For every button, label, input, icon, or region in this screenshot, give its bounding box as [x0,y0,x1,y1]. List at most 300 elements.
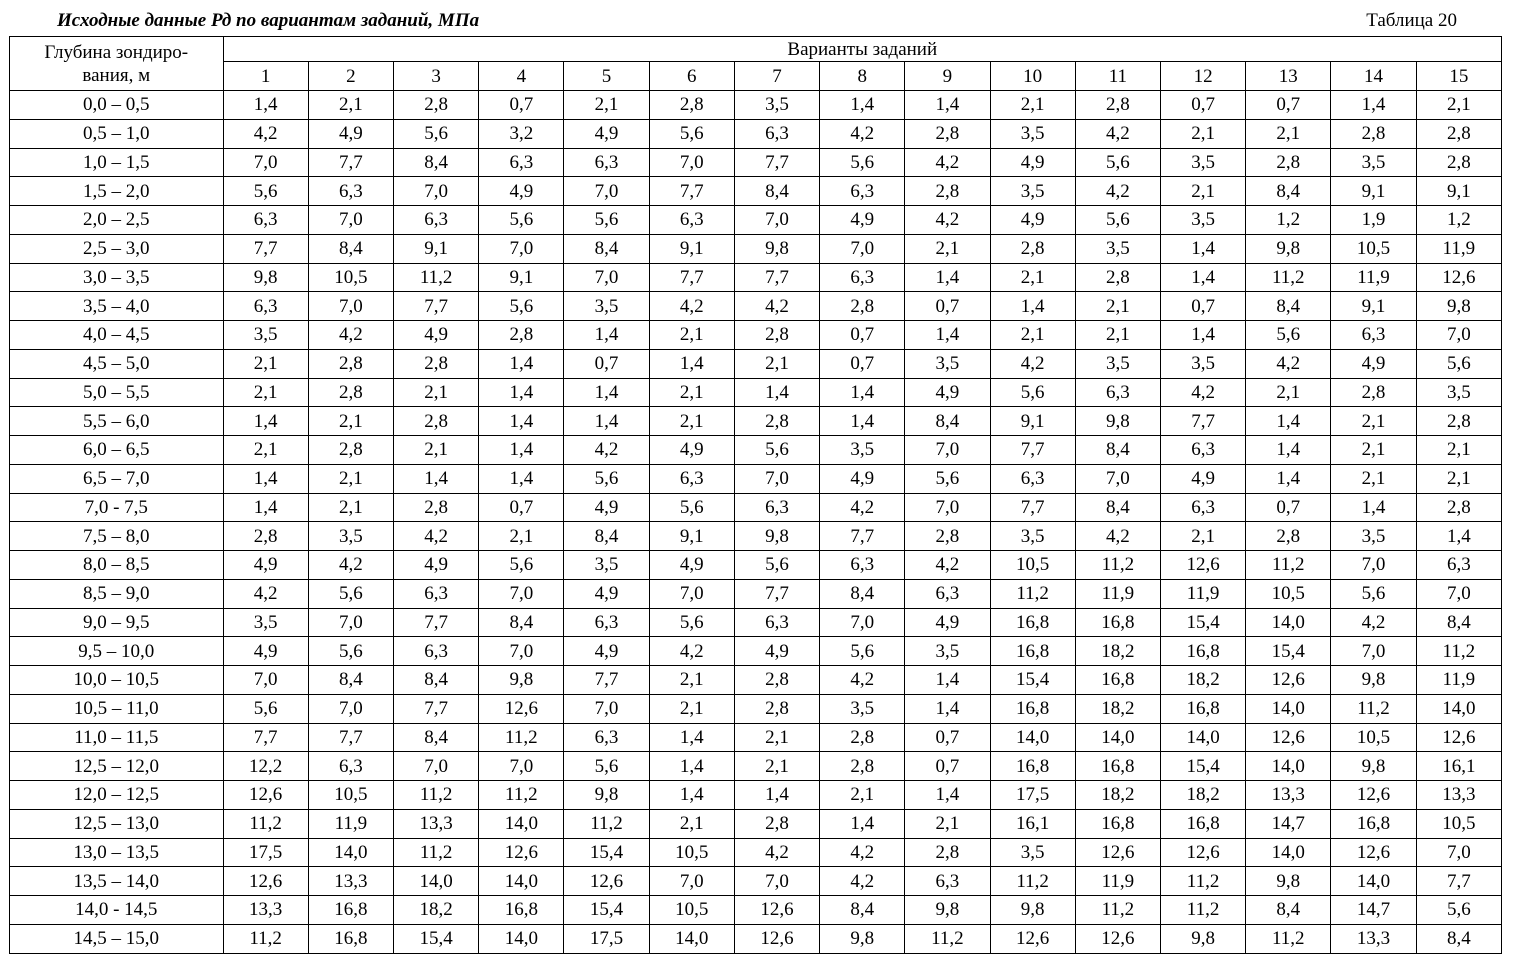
value-cell: 9,8 [1246,234,1331,263]
value-cell: 0,7 [1246,493,1331,522]
value-cell: 7,0 [308,694,393,723]
value-cell: 17,5 [990,781,1075,810]
variant-header-cell: 3 [394,62,479,91]
value-cell: 5,6 [308,579,393,608]
depth-cell: 2,0 – 2,5 [10,206,224,235]
value-cell: 12,6 [1160,551,1245,580]
depth-cell: 0,5 – 1,0 [10,119,224,148]
value-cell: 2,1 [308,464,393,493]
value-cell: 2,8 [1075,263,1160,292]
table-row [10,206,1502,235]
value-cell: 2,8 [820,752,905,781]
value-cell: 4,9 [308,119,393,148]
value-cell: 11,2 [479,723,564,752]
variant-header-cell: 8 [820,62,905,91]
value-cell: 2,1 [990,263,1075,292]
value-cell: 4,9 [564,637,649,666]
value-cell: 7,7 [564,666,649,695]
value-cell: 11,9 [1075,579,1160,608]
value-cell: 5,6 [905,464,990,493]
value-cell: 2,1 [905,234,990,263]
value-cell: 8,4 [308,666,393,695]
value-cell: 5,6 [734,551,819,580]
data-table [9,36,1502,954]
value-cell: 3,5 [223,608,308,637]
depth-cell: 6,0 – 6,5 [10,436,224,465]
value-cell: 11,2 [1246,551,1331,580]
value-cell: 13,3 [223,896,308,925]
value-cell: 7,0 [479,234,564,263]
value-cell: 2,1 [734,349,819,378]
value-cell: 4,2 [905,551,990,580]
value-cell: 7,0 [564,263,649,292]
table-row [10,579,1502,608]
value-cell: 2,8 [1416,407,1501,436]
value-cell: 1,4 [564,378,649,407]
value-cell: 7,0 [223,148,308,177]
variant-header-cell: 14 [1331,62,1416,91]
value-cell: 1,2 [1246,206,1331,235]
value-cell: 9,1 [1331,177,1416,206]
value-cell: 7,7 [734,579,819,608]
value-cell: 11,2 [1075,896,1160,925]
value-cell: 2,8 [734,321,819,350]
value-cell: 17,5 [564,924,649,953]
value-cell: 7,0 [1331,637,1416,666]
value-cell: 1,4 [479,378,564,407]
value-cell: 7,0 [1331,551,1416,580]
value-cell: 2,8 [394,407,479,436]
value-cell: 0,7 [479,91,564,120]
value-cell: 7,7 [734,263,819,292]
value-cell: 3,5 [1160,349,1245,378]
value-cell: 5,6 [1331,579,1416,608]
value-cell: 16,8 [990,637,1075,666]
value-cell: 12,6 [1160,838,1245,867]
value-cell: 2,8 [1246,522,1331,551]
value-cell: 2,1 [649,378,734,407]
value-cell: 2,8 [905,838,990,867]
value-cell: 14,7 [1331,896,1416,925]
value-cell: 1,4 [820,91,905,120]
value-cell: 7,0 [734,867,819,896]
value-cell: 11,9 [1075,867,1160,896]
variants-group-header: Варианты заданий [223,37,1501,62]
value-cell: 5,6 [820,148,905,177]
value-cell: 1,4 [820,378,905,407]
value-cell: 4,2 [905,148,990,177]
value-cell: 12,6 [1416,723,1501,752]
value-cell: 2,8 [1416,148,1501,177]
value-cell: 11,2 [394,838,479,867]
value-cell: 7,0 [905,436,990,465]
value-cell: 1,4 [820,809,905,838]
value-cell: 7,0 [308,608,393,637]
depth-cell: 5,0 – 5,5 [10,378,224,407]
value-cell: 4,9 [820,206,905,235]
value-cell: 4,9 [905,608,990,637]
value-cell: 5,6 [564,206,649,235]
value-cell: 7,7 [649,263,734,292]
value-cell: 16,8 [308,924,393,953]
value-cell: 4,9 [564,119,649,148]
value-cell: 0,7 [1246,91,1331,120]
value-cell: 5,6 [990,378,1075,407]
value-cell: 14,0 [1331,867,1416,896]
value-cell: 5,6 [479,292,564,321]
value-cell: 4,2 [308,321,393,350]
value-cell: 7,7 [990,493,1075,522]
value-cell: 5,6 [649,119,734,148]
value-cell: 12,6 [223,867,308,896]
value-cell: 4,9 [564,493,649,522]
value-cell: 0,7 [905,752,990,781]
value-cell: 6,3 [394,579,479,608]
value-cell: 3,5 [905,637,990,666]
variant-header-cell: 15 [1416,62,1501,91]
value-cell: 2,1 [649,407,734,436]
table-row [10,464,1502,493]
value-cell: 7,0 [308,292,393,321]
value-cell: 7,7 [820,522,905,551]
value-cell: 2,8 [734,809,819,838]
value-cell: 9,8 [905,896,990,925]
value-cell: 7,0 [308,206,393,235]
value-cell: 4,9 [649,551,734,580]
value-cell: 2,1 [308,407,393,436]
value-cell: 2,1 [1160,119,1245,148]
value-cell: 14,0 [394,867,479,896]
depth-cell: 5,5 – 6,0 [10,407,224,436]
value-cell: 2,8 [734,407,819,436]
value-cell: 2,1 [1416,464,1501,493]
value-cell: 2,1 [1246,378,1331,407]
value-cell: 9,8 [820,924,905,953]
value-cell: 6,3 [223,206,308,235]
value-cell: 7,7 [734,148,819,177]
value-cell: 15,4 [1246,637,1331,666]
value-cell: 8,4 [1416,608,1501,637]
value-cell: 4,2 [649,637,734,666]
depth-cell: 12,5 – 12,0 [10,752,224,781]
value-cell: 7,7 [1416,867,1501,896]
value-cell: 1,4 [223,91,308,120]
value-cell: 2,8 [734,666,819,695]
value-cell: 7,0 [479,637,564,666]
value-cell: 1,4 [394,464,479,493]
table-number: Таблица 20 [1366,10,1457,31]
table-row [10,608,1502,637]
value-cell: 2,1 [734,752,819,781]
value-cell: 3,5 [820,694,905,723]
table-row [10,263,1502,292]
value-cell: 12,6 [223,781,308,810]
value-cell: 6,3 [905,579,990,608]
value-cell: 8,4 [820,579,905,608]
value-cell: 14,0 [479,867,564,896]
table-row [10,838,1502,867]
value-cell: 1,4 [649,781,734,810]
value-cell: 0,7 [564,349,649,378]
table-row [10,637,1502,666]
value-cell: 16,8 [1075,809,1160,838]
value-cell: 6,3 [820,177,905,206]
value-cell: 16,8 [1160,694,1245,723]
value-cell: 11,2 [479,781,564,810]
value-cell: 5,6 [564,752,649,781]
value-cell: 18,2 [1160,781,1245,810]
depth-cell: 4,0 – 4,5 [10,321,224,350]
value-cell: 2,8 [308,349,393,378]
value-cell: 11,2 [990,579,1075,608]
depth-header-line2: вания, м [82,64,151,86]
value-cell: 16,1 [990,809,1075,838]
value-cell: 2,8 [394,349,479,378]
value-cell: 7,7 [990,436,1075,465]
depth-cell: 1,0 – 1,5 [10,148,224,177]
value-cell: 7,0 [1416,579,1501,608]
table-row [10,177,1502,206]
value-cell: 6,3 [223,292,308,321]
value-cell: 7,0 [564,694,649,723]
value-cell: 8,4 [1246,292,1331,321]
value-cell: 11,2 [990,867,1075,896]
value-cell: 3,5 [1416,378,1501,407]
value-cell: 2,1 [1416,91,1501,120]
value-cell: 2,1 [394,436,479,465]
value-cell: 2,1 [1331,407,1416,436]
value-cell: 12,6 [479,838,564,867]
value-cell: 3,5 [308,522,393,551]
value-cell: 6,3 [649,464,734,493]
table-row [10,522,1502,551]
value-cell: 12,6 [1246,666,1331,695]
value-cell: 4,9 [479,177,564,206]
value-cell: 4,2 [1075,119,1160,148]
table-row [10,148,1502,177]
value-cell: 9,8 [479,666,564,695]
value-cell: 2,8 [1075,91,1160,120]
table-row [10,407,1502,436]
value-cell: 5,6 [1246,321,1331,350]
value-cell: 4,9 [223,637,308,666]
value-cell: 1,4 [1331,493,1416,522]
value-cell: 6,3 [820,551,905,580]
value-cell: 4,9 [223,551,308,580]
value-cell: 5,6 [308,637,393,666]
value-cell: 16,8 [1075,666,1160,695]
value-cell: 1,4 [649,723,734,752]
value-cell: 9,1 [990,407,1075,436]
value-cell: 3,5 [564,292,649,321]
value-cell: 2,1 [649,666,734,695]
value-cell: 7,7 [308,723,393,752]
table-title: Исходные данные Рд по вариантам заданий, МПа [57,10,480,31]
value-cell: 2,1 [734,723,819,752]
value-cell: 12,6 [564,867,649,896]
value-cell: 9,8 [1246,867,1331,896]
value-cell: 1,4 [479,407,564,436]
value-cell: 5,6 [820,637,905,666]
value-cell: 4,9 [1160,464,1245,493]
value-cell: 8,4 [734,177,819,206]
value-cell: 5,6 [649,493,734,522]
value-cell: 8,4 [1246,177,1331,206]
value-cell: 13,3 [1246,781,1331,810]
value-cell: 6,3 [564,608,649,637]
value-cell: 7,0 [394,752,479,781]
value-cell: 1,4 [1246,464,1331,493]
value-cell: 2,8 [905,119,990,148]
value-cell: 12,6 [734,924,819,953]
value-cell: 10,5 [649,896,734,925]
value-cell: 5,6 [479,551,564,580]
depth-column-header [10,37,224,91]
table-row [10,752,1502,781]
value-cell: 5,6 [1075,148,1160,177]
value-cell: 6,3 [1160,436,1245,465]
value-cell: 14,0 [479,809,564,838]
value-cell: 2,1 [1075,321,1160,350]
value-cell: 3,5 [990,838,1075,867]
value-cell: 9,8 [734,522,819,551]
value-cell: 2,8 [820,723,905,752]
value-cell: 0,7 [479,493,564,522]
variant-number-row [10,62,1502,91]
value-cell: 3,5 [905,349,990,378]
value-cell: 4,2 [905,206,990,235]
depth-cell: 6,5 – 7,0 [10,464,224,493]
variant-header-cell: 12 [1160,62,1245,91]
value-cell: 12,6 [734,896,819,925]
value-cell: 11,2 [1331,694,1416,723]
value-cell: 11,2 [905,924,990,953]
value-cell: 2,1 [990,321,1075,350]
value-cell: 7,7 [223,234,308,263]
value-cell: 11,2 [1246,924,1331,953]
value-cell: 4,2 [1160,378,1245,407]
depth-cell: 10,5 – 11,0 [10,694,224,723]
value-cell: 6,3 [394,206,479,235]
value-cell: 1,4 [905,694,990,723]
value-cell: 18,2 [394,896,479,925]
value-cell: 7,7 [308,148,393,177]
value-cell: 2,1 [479,522,564,551]
value-cell: 2,8 [1416,493,1501,522]
value-cell: 1,4 [1160,263,1245,292]
value-cell: 4,2 [734,838,819,867]
value-cell: 2,1 [649,809,734,838]
value-cell: 4,9 [394,551,479,580]
value-cell: 3,5 [1331,522,1416,551]
variant-header-cell: 5 [564,62,649,91]
depth-cell: 10,0 – 10,5 [10,666,224,695]
value-cell: 16,8 [990,752,1075,781]
value-cell: 9,1 [649,522,734,551]
value-cell: 9,8 [564,781,649,810]
table-row [10,551,1502,580]
value-cell: 3,5 [1160,148,1245,177]
value-cell: 1,4 [1160,321,1245,350]
value-cell: 8,4 [564,234,649,263]
value-cell: 8,4 [1075,493,1160,522]
value-cell: 2,8 [1416,119,1501,148]
value-cell: 11,2 [394,781,479,810]
depth-cell: 13,5 – 14,0 [10,867,224,896]
value-cell: 2,8 [1331,119,1416,148]
value-cell: 12,6 [1331,838,1416,867]
value-cell: 7,0 [1416,838,1501,867]
value-cell: 16,8 [1075,752,1160,781]
value-cell: 1,4 [649,752,734,781]
value-cell: 4,2 [1075,522,1160,551]
value-cell: 9,8 [223,263,308,292]
value-cell: 14,0 [1160,723,1245,752]
variant-header-cell: 1 [223,62,308,91]
variant-header-cell: 11 [1075,62,1160,91]
value-cell: 4,2 [1246,349,1331,378]
value-cell: 2,8 [1246,148,1331,177]
value-cell: 2,1 [223,349,308,378]
value-cell: 0,7 [1160,91,1245,120]
value-cell: 6,3 [308,752,393,781]
value-cell: 6,3 [990,464,1075,493]
value-cell: 11,2 [223,924,308,953]
value-cell: 18,2 [1075,694,1160,723]
value-cell: 1,4 [223,493,308,522]
table-body [10,91,1502,954]
value-cell: 16,8 [308,896,393,925]
value-cell: 5,6 [649,608,734,637]
value-cell: 12,6 [479,694,564,723]
value-cell: 4,9 [394,321,479,350]
value-cell: 8,4 [1075,436,1160,465]
value-cell: 2,1 [394,378,479,407]
value-cell: 1,4 [479,464,564,493]
value-cell: 12,6 [1331,781,1416,810]
value-cell: 4,9 [990,206,1075,235]
value-cell: 6,3 [734,493,819,522]
value-cell: 2,1 [649,321,734,350]
value-cell: 7,0 [223,666,308,695]
value-cell: 5,6 [479,206,564,235]
depth-cell: 9,0 – 9,5 [10,608,224,637]
value-cell: 2,1 [1160,522,1245,551]
value-cell: 14,0 [1246,838,1331,867]
value-cell: 16,8 [1160,809,1245,838]
value-cell: 13,3 [394,809,479,838]
value-cell: 1,4 [905,91,990,120]
table-row [10,349,1502,378]
value-cell: 15,4 [394,924,479,953]
value-cell: 2,8 [649,91,734,120]
value-cell: 11,9 [1160,579,1245,608]
value-cell: 2,8 [990,234,1075,263]
value-cell: 1,4 [1331,91,1416,120]
value-cell: 12,6 [1075,924,1160,953]
value-cell: 1,4 [734,781,819,810]
depth-cell: 9,5 – 10,0 [10,637,224,666]
value-cell: 9,8 [734,234,819,263]
value-cell: 9,8 [1075,407,1160,436]
value-cell: 5,6 [394,119,479,148]
value-cell: 4,2 [820,867,905,896]
value-cell: 4,2 [1075,177,1160,206]
value-cell: 8,4 [905,407,990,436]
value-cell: 1,4 [479,349,564,378]
value-cell: 6,3 [1160,493,1245,522]
value-cell: 6,3 [308,177,393,206]
